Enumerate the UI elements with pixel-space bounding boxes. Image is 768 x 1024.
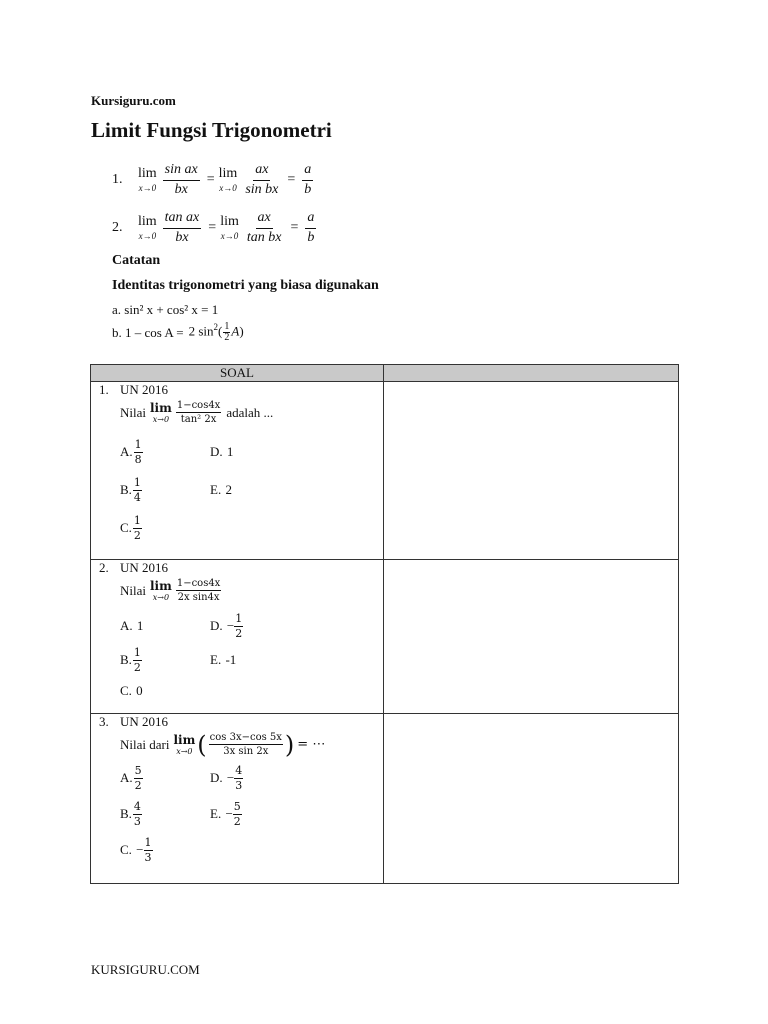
equals-sign: = <box>208 220 217 235</box>
limit-operator: lim x→0 <box>150 578 172 602</box>
identity-b-left: b. 1 – cos A = <box>112 324 184 340</box>
option-a: A. 1 <box>120 618 144 634</box>
option-c: C. 0 <box>120 683 143 699</box>
footer-site: KURSIGURU.COM <box>91 962 200 977</box>
question-header: 3. UN 2016 <box>99 714 169 729</box>
limit-operator: lim x→0 <box>150 400 172 424</box>
formula-1 <box>112 158 316 202</box>
equals-sign: = <box>290 220 299 235</box>
option-e: E. − $\frac{5}{2}$ <box>210 800 241 828</box>
table-header-soal: SOAL <box>91 365 384 382</box>
question-header: 2. UN 2016 <box>99 560 169 575</box>
result-fraction: $\frac{a}{b}$ <box>304 161 312 197</box>
identity-a: a. sin² x + cos² x = 1 <box>112 302 219 317</box>
limit-operator: lim x→0 <box>220 214 239 241</box>
equals-sign: = <box>206 172 215 187</box>
identity-b <box>112 322 244 343</box>
option-a: A. 5 2 <box>120 764 142 792</box>
answer-cell[interactable] <box>384 382 679 560</box>
identity-b-right: 2 $\sin^2$( $\frac{1}{2}$ A) <box>188 321 244 343</box>
site-name: Kursiguru.com <box>91 93 176 108</box>
option-b: B. 1 4 <box>120 476 141 504</box>
limit-operator: lim x→0 <box>138 214 157 241</box>
fraction: $\frac{\text{sin ax}}{bx}$ <box>164 161 198 197</box>
answer-cell[interactable] <box>384 560 679 714</box>
question-stem: Nilai lim x→0 1−cos4x tan² 2x adalah ... <box>120 400 274 425</box>
question-cell <box>91 560 384 714</box>
option-c: C. 1 2 <box>120 514 141 542</box>
option-b: B. 4 3 <box>120 800 141 828</box>
page-title: Limit Fungsi Trigonometri <box>91 118 332 142</box>
fraction: 1−cos4x 2x sin4x <box>176 578 221 603</box>
fraction: $\frac{ax}{\text{sin bx}}$ <box>245 161 279 197</box>
table-row <box>91 714 679 884</box>
option-e: E. -1 <box>210 652 237 668</box>
question-header: 1. UN 2016 <box>99 382 169 397</box>
option-d: D. − $\frac{4}{3}$ <box>210 764 243 792</box>
option-a: A. 1 8 <box>120 438 142 466</box>
formula-number: 1. <box>112 172 123 187</box>
option-c: C. − $\frac{1}{3}$ <box>120 836 152 864</box>
equals-sign: = <box>287 172 296 187</box>
fraction: cos 3x−cos 5x 3x sin 2x <box>209 732 282 757</box>
option-d: D. − $\frac{1}{2}$ <box>210 612 243 640</box>
table-row <box>91 560 679 714</box>
note-heading: Catatan <box>112 253 161 268</box>
option-b: B. 1 2 <box>120 646 141 674</box>
question-stem: Nilai dari lim x→0 ( cos 3x−cos 5x 3x sin 2x ) = ⋯ <box>120 730 326 759</box>
formula-2 <box>112 206 319 250</box>
option-e: E. 2 <box>210 482 232 498</box>
table-row <box>91 382 679 560</box>
limit-operator: lim x→0 <box>218 166 238 193</box>
question-cell <box>91 382 384 560</box>
option-d: D. 1 <box>210 444 234 460</box>
table-header-answer <box>384 365 679 382</box>
question-stem: Nilai lim x→0 1−cos4x 2x sin4x <box>120 578 221 603</box>
identities-heading: Identitas trigonometri yang biasa digunakan <box>112 278 379 293</box>
question-table <box>90 364 679 884</box>
fraction: $\frac{ax}{\text{tan bx}}$ <box>246 209 282 245</box>
question-cell <box>91 714 384 884</box>
formula-number: 2. <box>112 220 123 235</box>
answer-cell[interactable] <box>384 714 679 884</box>
limit-operator: lim x→0 <box>138 166 157 193</box>
fraction: 1−cos4x tan² 2x <box>176 400 221 425</box>
limit-operator: lim x→0 <box>173 732 196 756</box>
fraction: $\frac{\text{tan ax}}{bx}$ <box>164 209 200 245</box>
result-fraction: $\frac{a}{b}$ <box>307 209 315 245</box>
